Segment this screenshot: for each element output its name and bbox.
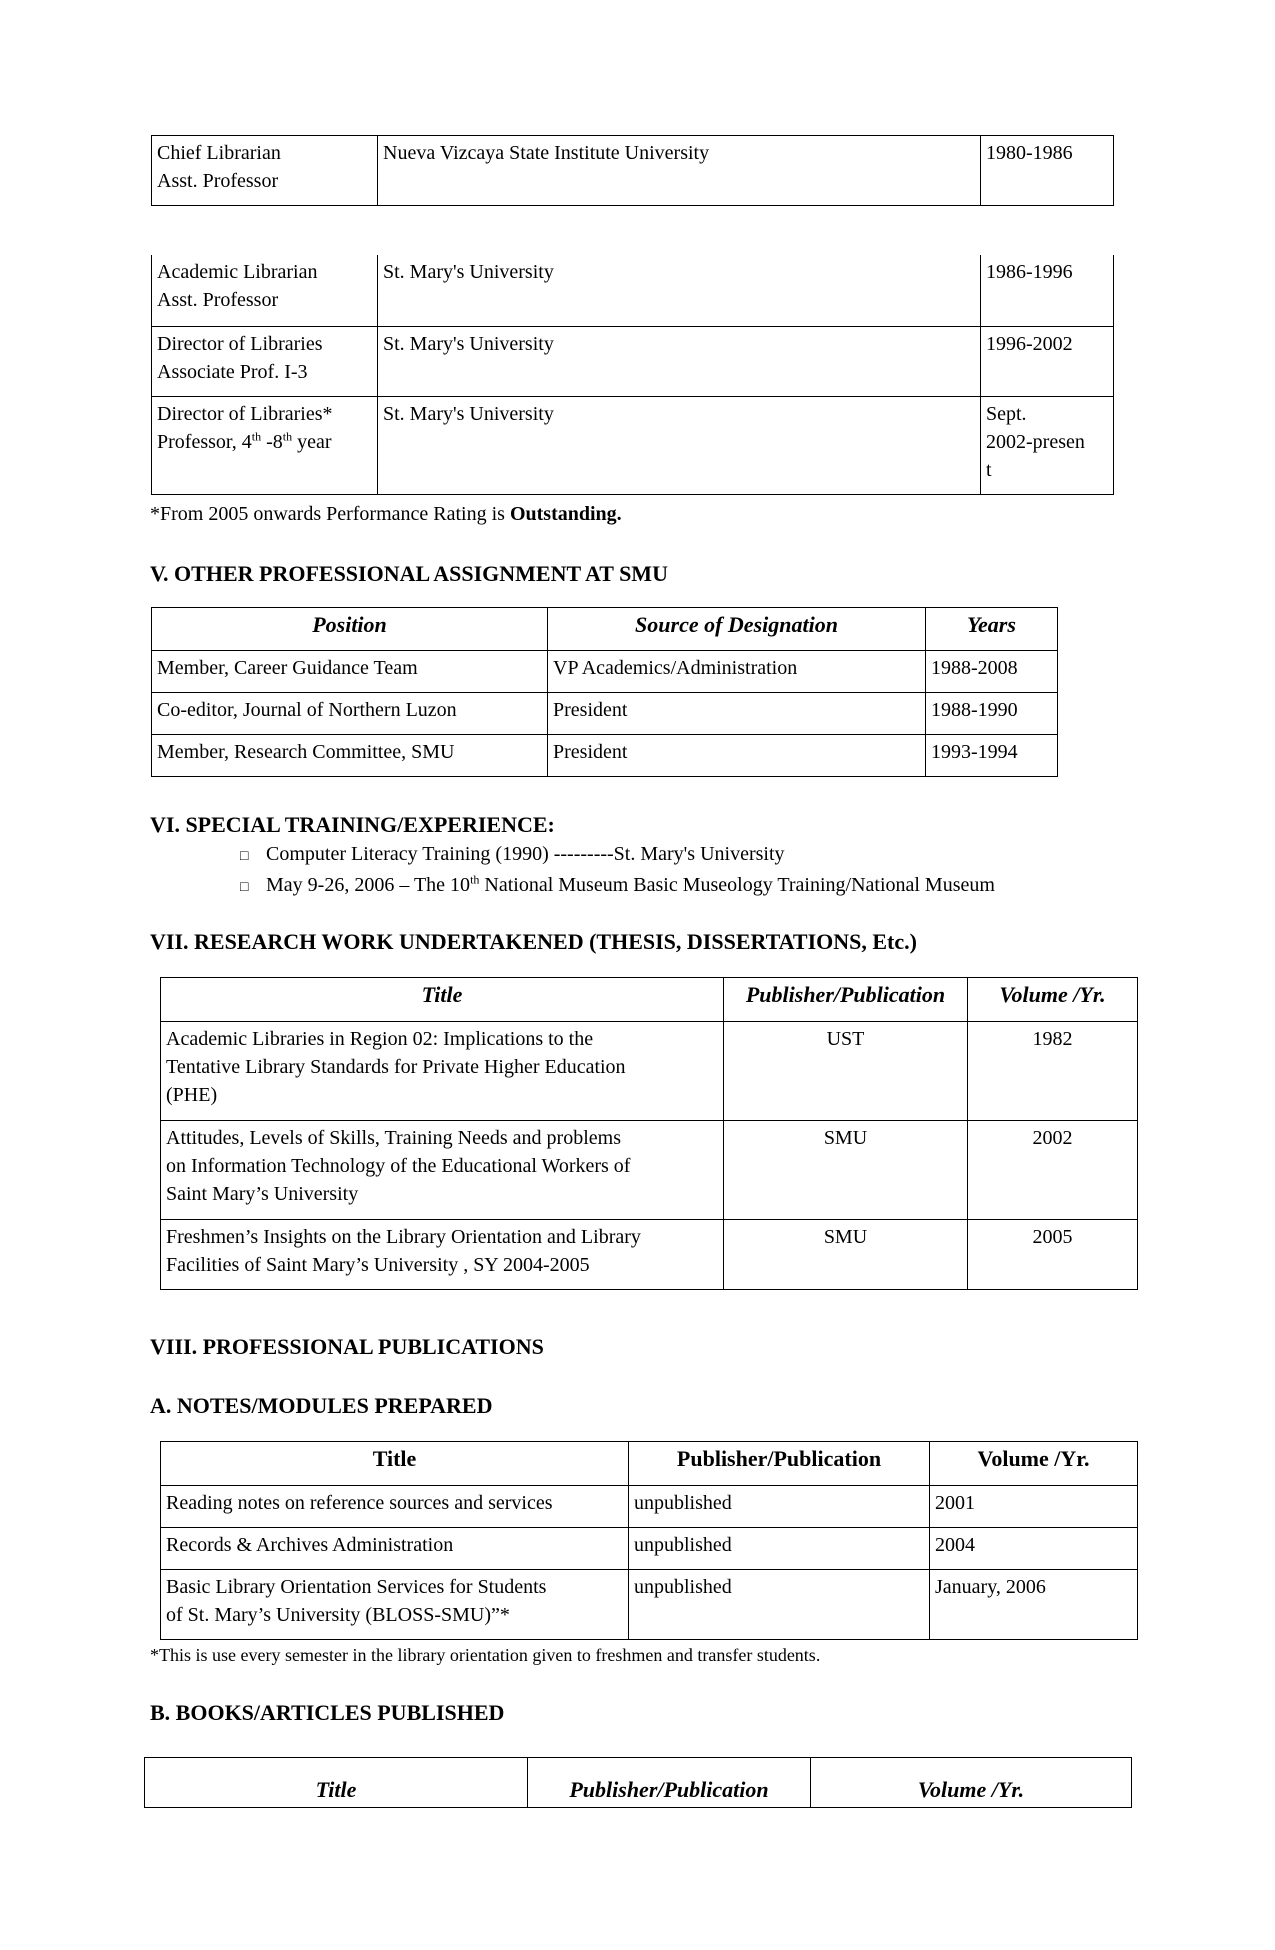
table-row: Member, Research Committee, SMU President 1993-1994 <box>152 735 1058 777</box>
years-cell: 1986-1996 <box>981 255 1114 326</box>
table-row: Attitudes, Levels of Skills, Training Needs and problems on Information Technology of the Educational Workers of Saint Mary’s University SMU 2002 <box>161 1121 1138 1220</box>
years-cell: 1980-1986 <box>981 136 1114 206</box>
header-publisher: Publisher/Publication <box>528 1758 811 1808</box>
table-row <box>152 326 1114 396</box>
checkbox-bullet-icon: □ <box>240 880 249 895</box>
header-title: Title <box>161 1442 629 1486</box>
books-articles-heading: B. BOOKS/ARTICLES PUBLISHED <box>150 1700 505 1725</box>
table-row: Reading notes on reference sources and services unpublished 2001 <box>161 1486 1138 1528</box>
header-years: Years <box>926 608 1058 651</box>
position-rank: Professor, 4th -8th year <box>157 428 332 453</box>
position-rank: Asst. Professor <box>157 289 279 311</box>
position-rank: Associate Prof. I-3 <box>157 360 308 383</box>
position-title: Academic Librarian <box>157 261 318 283</box>
table-header-row <box>161 1442 1138 1486</box>
notes-modules-heading: A. NOTES/MODULES PREPARED <box>150 1393 493 1418</box>
header-publisher: Publisher/Publication <box>724 978 968 1022</box>
institution-cell: St. Mary's University <box>378 326 981 396</box>
header-publisher: Publisher/Publication <box>629 1442 930 1486</box>
table-header-row <box>145 1758 1132 1808</box>
header-volume: Volume /Yr. <box>811 1758 1132 1808</box>
table-row <box>152 255 1114 326</box>
section-v-heading: V. OTHER PROFESSIONAL ASSIGNMENT AT SMU <box>150 561 668 586</box>
table-row <box>152 136 1114 206</box>
table-row: Freshmen’s Insights on the Library Orientation and Library Facilities of Saint Mary’s University , SY 2004-2005 SMU 2005 <box>161 1220 1138 1290</box>
institution-cell: St. Mary's University <box>378 396 981 494</box>
table-row: Basic Library Orientation Services for Students of St. Mary’s University (BLOSS-SMU)”* unpublished January, 2006 <box>161 1570 1138 1640</box>
header-volume: Volume /Yr. <box>968 978 1138 1022</box>
table-row: Academic Libraries in Region 02: Implications to the Tentative Library Standards for Private Higher Education (PHE) UST 1982 <box>161 1022 1138 1121</box>
table-row: Co-editor, Journal of Northern Luzon President 1988-1990 <box>152 693 1058 735</box>
employment-table-top <box>151 135 1114 206</box>
research-table <box>160 977 1138 1290</box>
assignment-table <box>151 607 1058 777</box>
position-rank: Asst. Professor <box>157 170 279 192</box>
header-title: Title <box>161 978 724 1022</box>
table-row: Records & Archives Administration unpublished 2004 <box>161 1528 1138 1570</box>
employment-table-bottom <box>151 255 1114 495</box>
table-header-row <box>161 978 1138 1022</box>
position-title: Director of Libraries* <box>157 402 333 425</box>
institution-cell: St. Mary's University <box>378 255 981 326</box>
section-vi-heading: VI. SPECIAL TRAINING/EXPERIENCE: <box>150 812 555 837</box>
years-cell: 1996-2002 <box>981 326 1114 396</box>
position-cell <box>152 136 378 206</box>
position-cell <box>152 326 378 396</box>
position-cell <box>152 255 378 326</box>
list-item: □ Computer Literacy Training (1990) ---------St. Mary's University <box>240 840 995 871</box>
header-position: Position <box>152 608 548 651</box>
list-item: □ May 9-26, 2006 – The 10th National Museum Basic Museology Training/National Museum <box>240 871 995 902</box>
header-source: Source of Designation <box>548 608 926 651</box>
bloss-footnote: *This is use every semester in the library orientation given to freshmen and transfer students. <box>150 1645 821 1665</box>
section-vii-heading: VII. RESEARCH WORK UNDERTAKENED (THESIS, DISSERTATIONS, Etc.) <box>150 929 917 954</box>
header-volume: Volume /Yr. <box>930 1442 1138 1486</box>
position-title: Chief Librarian <box>157 142 281 164</box>
position-title: Director of Libraries <box>157 332 323 355</box>
header-title: Title <box>145 1758 528 1808</box>
notes-table <box>160 1441 1138 1640</box>
institution-cell: Nueva Vizcaya State Institute University <box>378 136 981 206</box>
years-cell: Sept. 2002-presen t <box>981 396 1114 494</box>
position-cell <box>152 396 378 494</box>
books-table <box>144 1757 1132 1808</box>
performance-footnote: *From 2005 onwards Performance Rating is Outstanding. <box>150 503 622 525</box>
table-row: Member, Career Guidance Team VP Academics/Administration 1988-2008 <box>152 651 1058 693</box>
training-list <box>240 840 995 902</box>
table-row <box>152 396 1114 494</box>
section-viii-heading: VIII. PROFESSIONAL PUBLICATIONS <box>150 1334 544 1359</box>
checkbox-bullet-icon: □ <box>240 849 249 864</box>
table-header-row <box>152 608 1058 651</box>
